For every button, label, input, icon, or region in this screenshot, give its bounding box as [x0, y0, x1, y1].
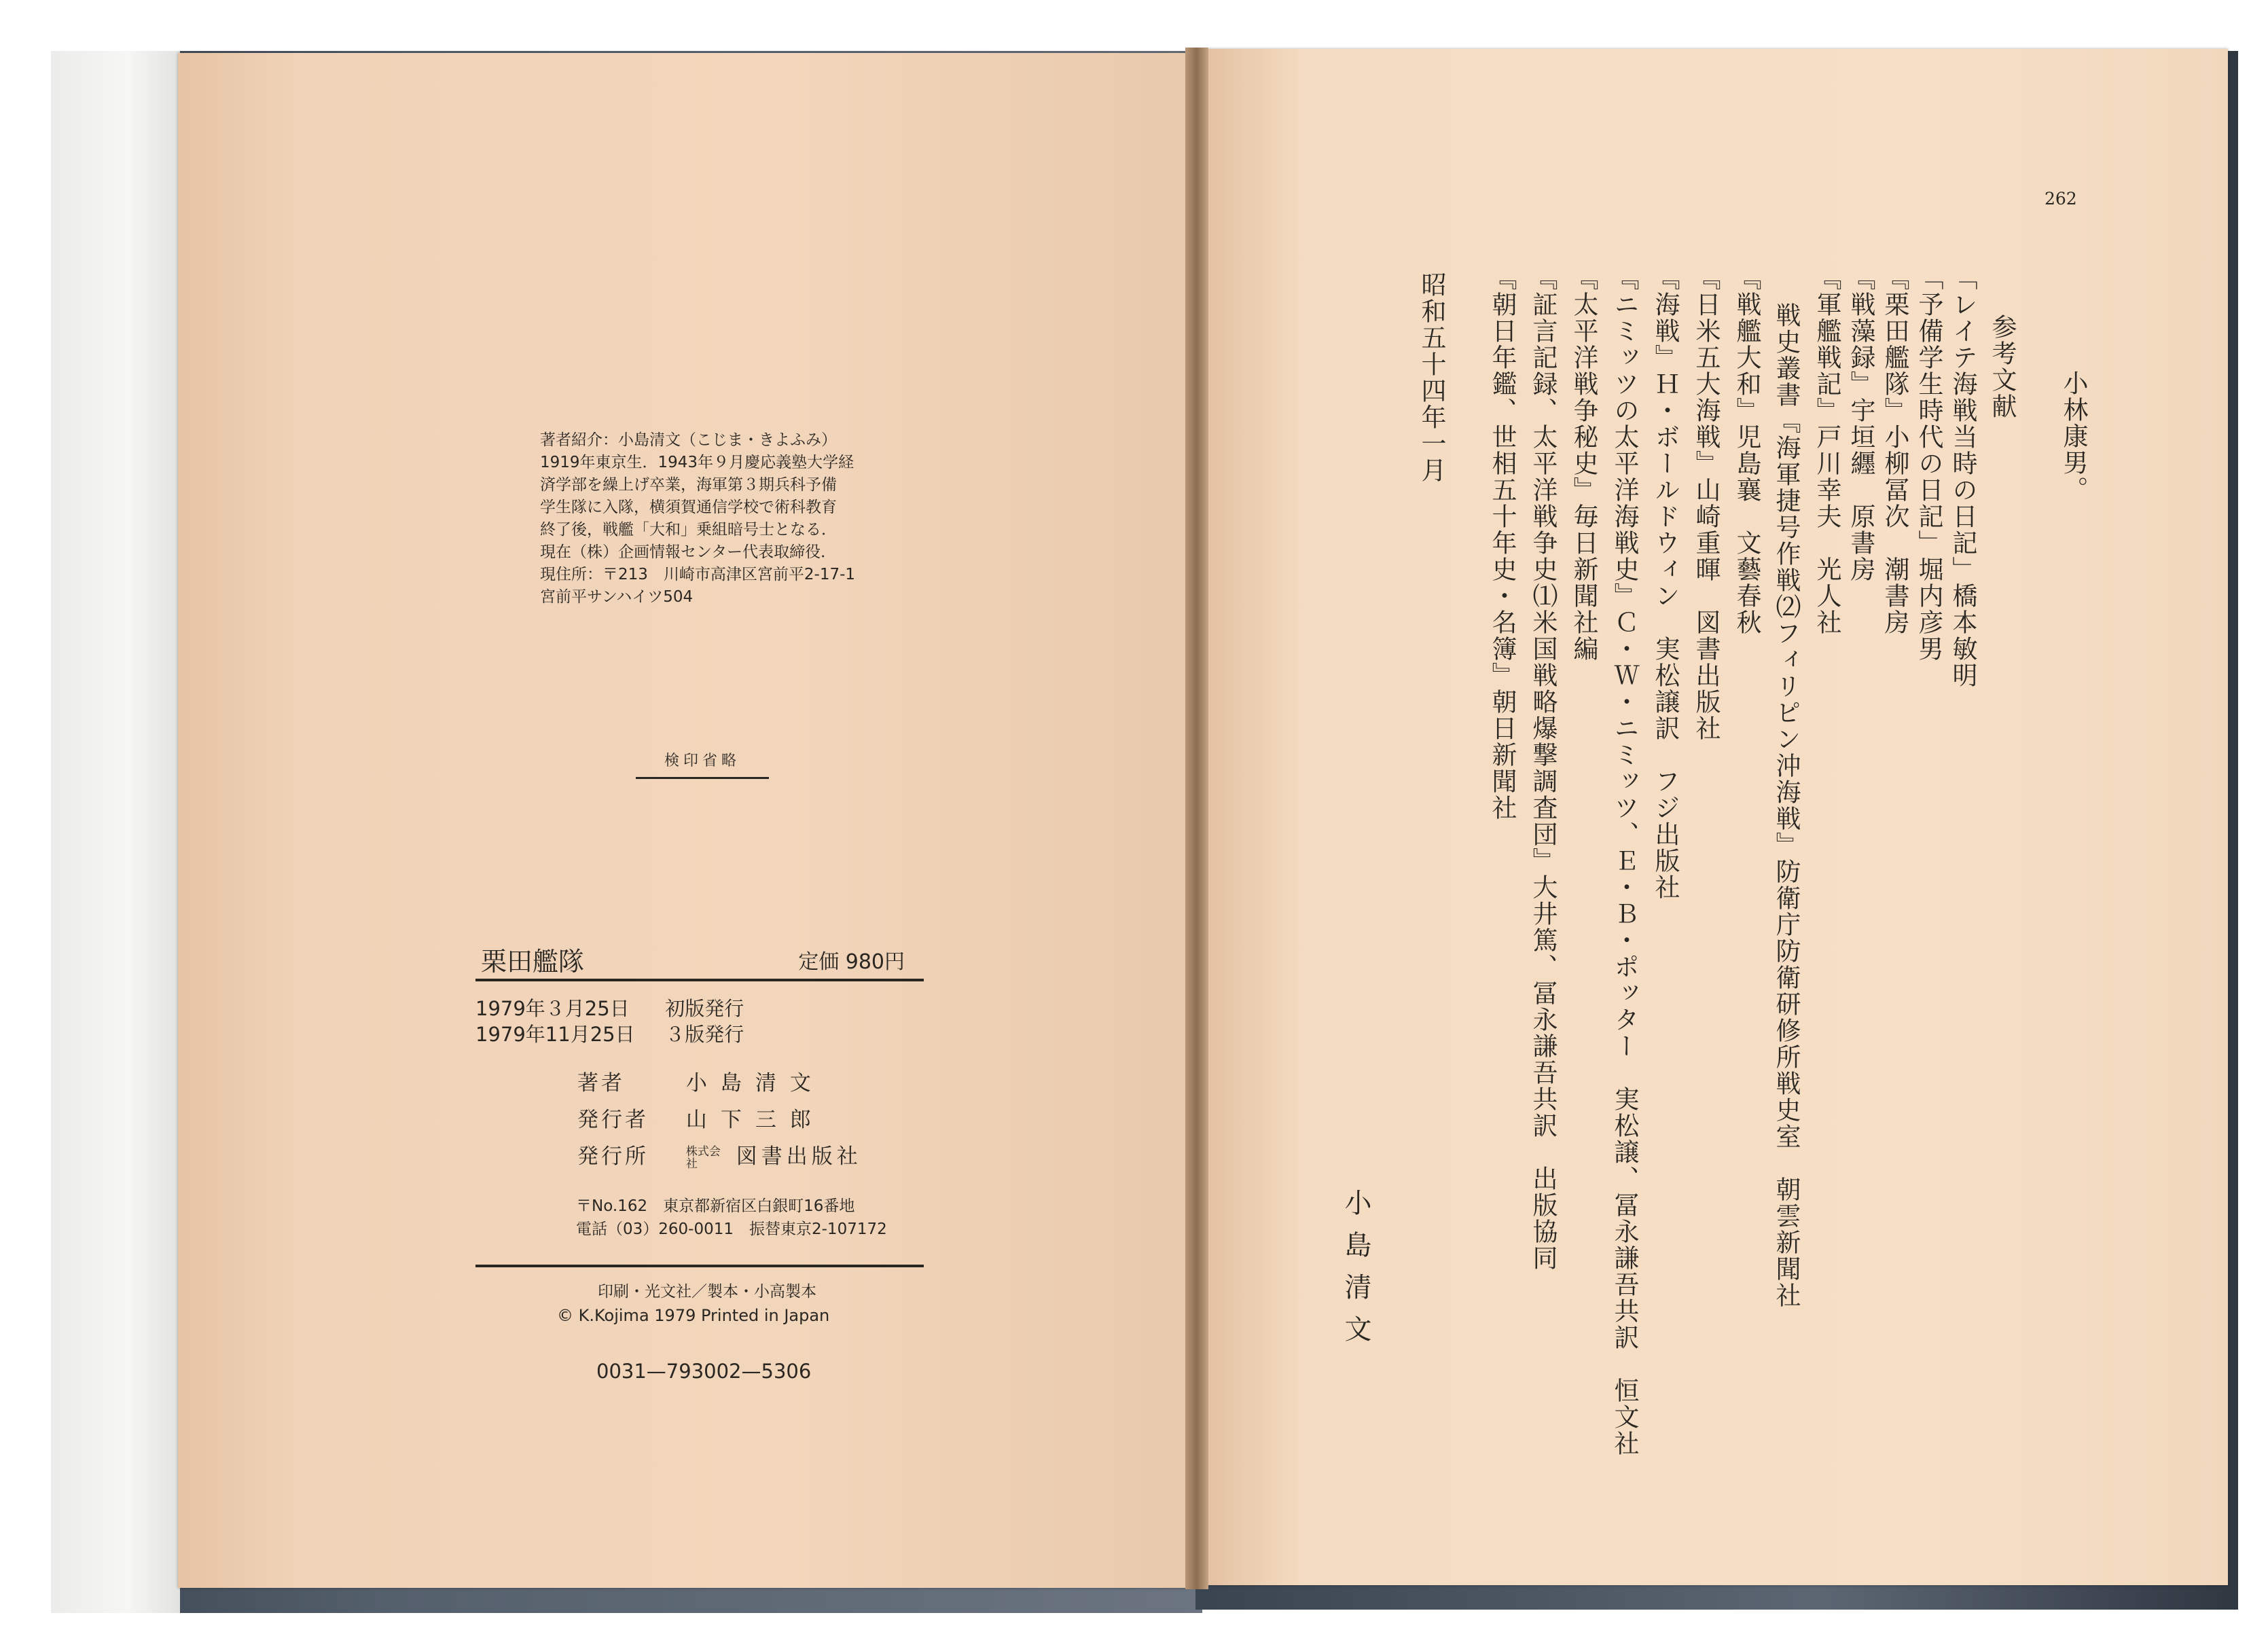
printer-info: 印刷・光文社／製本・小高製本	[598, 1283, 816, 1301]
colophon-rule	[475, 1265, 924, 1267]
publisher-person-row	[577, 1102, 825, 1133]
author-label: 著者	[577, 1071, 625, 1095]
colophon-page	[178, 53, 1190, 1588]
edition-label: ３版発行	[665, 1023, 744, 1046]
book-title: 栗田艦隊	[481, 947, 585, 977]
edition-row	[475, 1019, 744, 1047]
closing-line: 小林康男。	[2059, 370, 2088, 503]
reference-item: 『ニミッツの太平洋海戦史』Ｃ・Ｗ・ニミッツ、Ｅ・Ｂ・ポッター 実松譲、冨永謙吾共訳 恒文社	[1610, 265, 1639, 1457]
references-heading: 参考文献	[1987, 314, 2017, 420]
author-bio-line: 現住所：〒213 川崎市高津区宮前平2-17-1	[540, 566, 856, 583]
author-bio	[540, 429, 920, 609]
book-gutter	[1185, 48, 1208, 1589]
publisher-office-row	[577, 1139, 862, 1170]
edition-label: 初版発行	[665, 997, 744, 1020]
reference-item: 『栗田艦隊』小柳冨次 潮書房	[1880, 265, 1909, 636]
author-name: 小島清文	[685, 1071, 825, 1095]
author-bio-line: 現在（株）企画情報センター代表取締役．	[540, 543, 837, 561]
reference-item: 「予備学生時代の日記」堀内彦男	[1914, 265, 1943, 662]
publisher-office-name: 図書出版社	[736, 1144, 862, 1169]
author-bio-line: 学生隊に入隊，横須賀通信学校で術科教育	[540, 499, 837, 516]
author-signature: 小島清文	[1340, 1189, 1371, 1357]
book-price: 定価 980円	[798, 950, 905, 974]
author-bio-heading: 著者紹介：小島清文（こじま・きよふみ）	[540, 431, 837, 449]
copyright-notice: © K.Kojima 1979 Printed in Japan	[557, 1306, 830, 1325]
edition-date: 1979年11月25日	[475, 1023, 635, 1046]
author-bio-line: 宮前平サンハイツ504	[540, 588, 694, 606]
reference-item: 『海戦』Ｈ・ボールドウィン 実松譲訳 フジ出版社	[1651, 265, 1680, 901]
author-row	[577, 1066, 825, 1096]
publisher-address: 〒No.162 東京都新宿区白銀町16番地	[576, 1197, 855, 1215]
page-number: 262	[2045, 189, 2077, 209]
reference-item: 『証言記録、太平洋戦争史⑴米国戦略爆撃調査団』大井篤、冨永謙吾共訳 出版協同	[1528, 265, 1558, 1271]
reference-item: 『戦艦大和』児島襄 文藝春秋	[1732, 265, 1761, 636]
publisher-phone: 電話（03）260-0011 振替東京2-107172	[576, 1220, 887, 1238]
colophon	[475, 941, 924, 1383]
preface-date: 昭和五十四年一月	[1417, 272, 1446, 484]
author-bio-line: 1919年東京生．1943年９月慶応義塾大学経	[540, 454, 854, 471]
reference-item: 『軍艦戦記』戸川幸夫 光人社	[1812, 265, 1841, 636]
edition-row	[475, 994, 744, 1021]
colophon-header	[475, 941, 924, 981]
reference-item: 『朝日年鑑、世相五十年史・名簿』朝日新聞社	[1488, 265, 1517, 821]
stamp-omitted-label: 検印省略	[636, 746, 769, 779]
company-type: 株式会社	[685, 1144, 721, 1171]
publisher-person-name: 山下三郎	[685, 1108, 825, 1132]
publisher-person-label: 発行者	[577, 1108, 649, 1132]
author-bio-line: 済学部を繰上げ卒業，海軍第３期兵科予備	[540, 476, 837, 494]
reference-item: 『太平洋戦争秘史』毎日新聞社編	[1569, 265, 1598, 662]
edition-date: 1979年３月25日	[475, 997, 630, 1020]
book-code: 0031—793002—5306	[596, 1360, 812, 1383]
publisher-office-label: 発行所	[577, 1144, 649, 1169]
author-bio-line: 終了後，戦艦「大和」乗組暗号士となる．	[540, 521, 837, 539]
reference-item: 『戦藻録』宇垣纒 原書房	[1846, 265, 1875, 583]
reference-item: 「レイテ海戦当時の日記」橋本敏明	[1948, 265, 1977, 689]
reference-item: 戦史叢書『海軍捷号作戦⑵フィリピン沖海戦』防衛庁防衛研修所戦史室 朝雲新聞社	[1771, 302, 1801, 1309]
reference-item: 『日米五大海戦』山崎重暉 図書出版社	[1691, 265, 1721, 742]
endpaper-strip	[51, 51, 180, 1613]
